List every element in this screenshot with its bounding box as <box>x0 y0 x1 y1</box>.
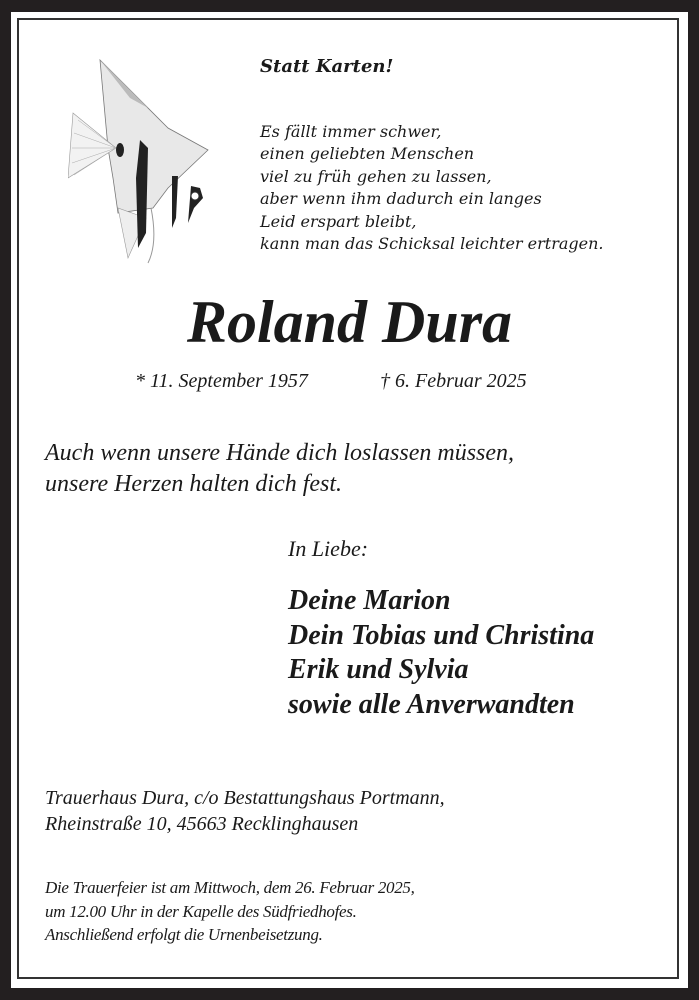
poem-line: einen geliebten Menschen <box>260 144 475 164</box>
family-list <box>288 584 594 722</box>
birth-date: * 11. September 1957 <box>135 370 308 392</box>
poem-line: Leid erspart bleibt, <box>260 211 417 231</box>
poem-line: Es fällt immer schwer, <box>260 122 442 141</box>
quote <box>45 438 514 500</box>
mourning-address <box>45 785 445 837</box>
address-line: Rheinstraße 10, 45663 Recklinghausen <box>45 813 359 835</box>
service-info <box>45 876 415 947</box>
quote-line: Auch wenn unsere Hände dich loslassen müssen, <box>45 440 515 466</box>
service-line: um 12.00 Uhr in der Kapelle des Südfriedhofes. <box>45 901 357 921</box>
service-line: Anschließend erfolgt die Urnenbeisetzung. <box>45 925 323 944</box>
poem-line: aber wenn ihm dadurch ein langes <box>260 189 542 209</box>
family-member: sowie alle Anverwandten <box>288 688 575 720</box>
address-line: Trauerhaus Dura, c/o Bestattungshaus Portmann, <box>45 787 445 809</box>
family-member: Erik und Sylvia <box>288 654 469 685</box>
header-statt-karten: Statt Karten! <box>260 56 394 77</box>
death-date: † 6. Februar 2025 <box>380 370 527 392</box>
poem-line: kann man das Schicksal leichter ertragen. <box>260 234 604 254</box>
poem-line: viel zu früh gehen zu lassen, <box>260 166 492 186</box>
angelfish-illustration <box>68 58 218 268</box>
service-line: Die Trauerfeier ist am Mittwoch, dem 26. Februar 2025, <box>45 878 415 897</box>
deceased-name: Roland Dura <box>186 289 513 355</box>
quote-line: unsere Herzen halten dich fest. <box>45 471 343 497</box>
in-love-label: In Liebe: <box>288 536 369 561</box>
family-member: Deine Marion <box>288 585 451 616</box>
family-member: Dein Tobias und Christina <box>288 619 595 651</box>
poem <box>260 121 604 255</box>
